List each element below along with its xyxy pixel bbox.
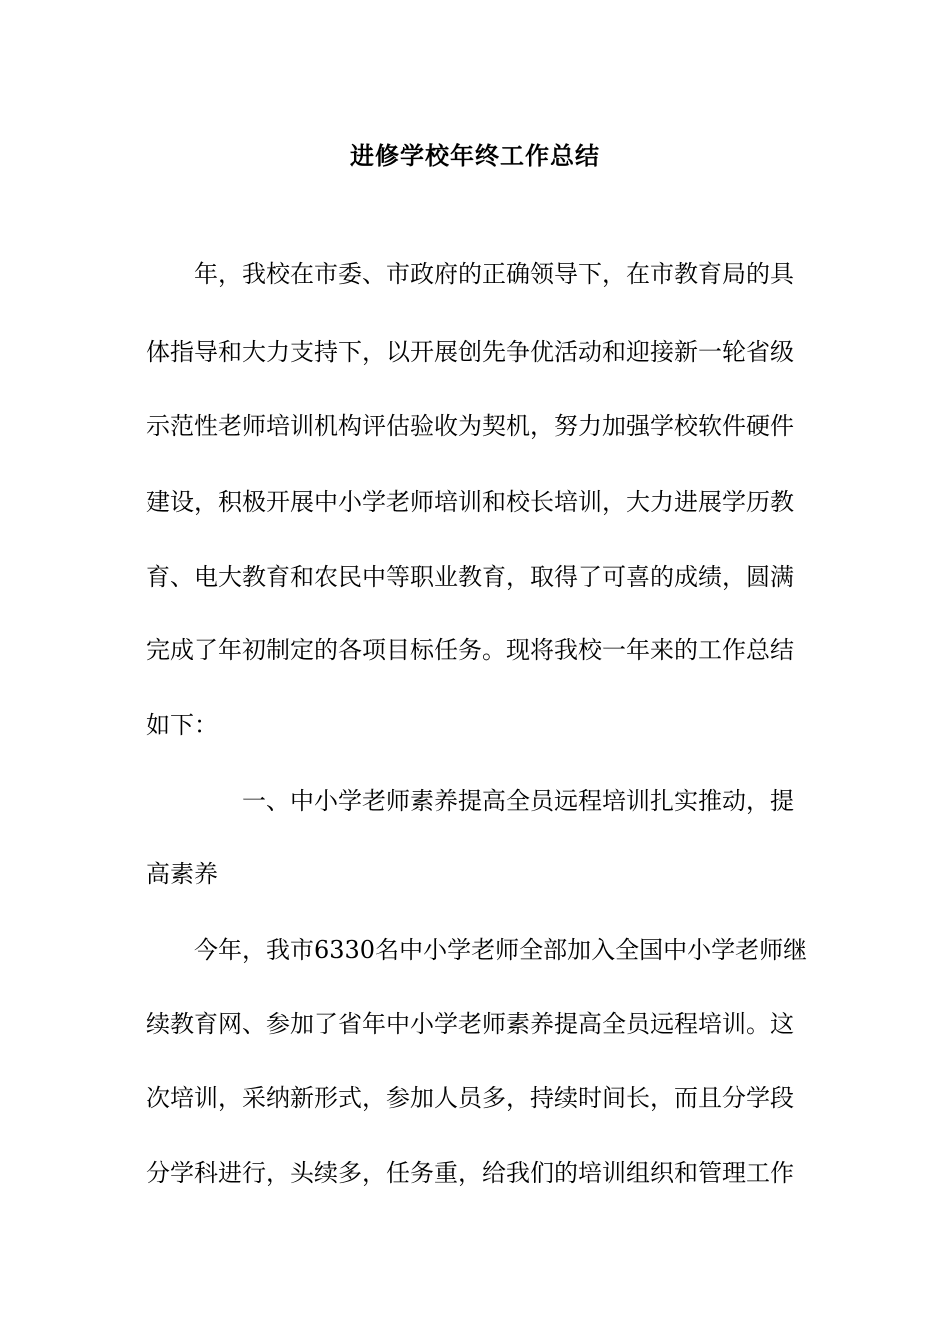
paragraph-line: 完成了年初制定的各项目标任务。现将我校一年来的工作总结 [146, 636, 794, 664]
paragraph-line: 续教育网、参加了省年中小学老师素养提高全员远程培训。这 [146, 1010, 794, 1038]
paragraph-line: 育、电大教育和农民中等职业教育，取得了可喜的成绩，圆满 [146, 563, 794, 591]
document-title: 进修学校年终工作总结 [350, 141, 600, 170]
section-heading-line: 一、中小学老师素养提高全员远程培训扎实推动，提 [242, 787, 794, 815]
paragraph-line: 如下： [146, 711, 218, 739]
paragraph-line: 示范性老师培训机构评估验收为契机，努力加强学校软件硬件 [146, 412, 794, 440]
paragraph-line: 今年，我市6330名中小学老师全部加入全国中小学老师继 [194, 936, 808, 964]
paragraph-line: 体指导和大力支持下，以开展创先争优活动和迎接新一轮省级 [146, 338, 794, 366]
paragraph-line: 次培训，采纳新形式，参加人员多，持续时间长，而且分学段 [146, 1084, 794, 1112]
paragraph-line: 年，我校在市委、市政府的正确领导下，在市教育局的具 [194, 260, 794, 288]
paragraph-line: 建设，积极开展中小学老师培训和校长培训，大力进展学历教 [146, 488, 794, 516]
section-heading-line: 高素养 [146, 860, 218, 888]
paragraph-line: 分学科进行，头续多，任务重，给我们的培训组织和管理工作 [146, 1159, 794, 1187]
